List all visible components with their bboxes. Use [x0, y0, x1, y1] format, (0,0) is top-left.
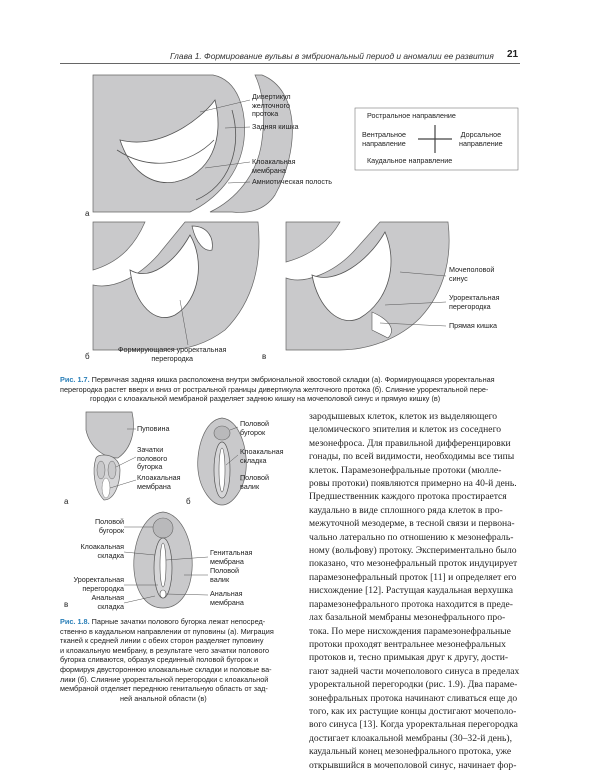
label-cloacal-fold-b: Клоакальная складка [240, 447, 284, 465]
body-line: зародышевых клеток, клеток из выделяющего [309, 411, 498, 422]
body-line: ровы протоки) появляются примерно на 40-й день. [309, 478, 517, 490]
body-line: ному (вольфову) протоку. Экспериментально было [309, 545, 517, 557]
label-diverticulum: Дивертикул желточного протока [252, 92, 291, 118]
body-text-column [309, 410, 521, 772]
body-line: лах базальной мембраны мезонефрального про- [309, 612, 506, 624]
label-urorectal-septum: Уроректальная перегородка [449, 293, 500, 311]
label-genital-tubercle-v: Половой бугорок [94, 517, 124, 535]
body-line: протоков и, тесно примыкая друг к другу, дости- [309, 652, 509, 664]
body-line: уроректальной перегородки (рис. 1.9). Два парамe- [309, 679, 518, 691]
body-line: межуточной мезодерме, в тесной связи и первона- [309, 518, 515, 530]
body-line: того, как их растущие концы достигают мочеполо- [309, 705, 517, 717]
label-hindgut: Задняя кишка [252, 122, 299, 131]
label-cloacal-membrane-a: Клоакальная мембрана [137, 473, 181, 491]
label-genital-membrane: Генитальная мембрана [210, 548, 253, 566]
compass-right-label: Дорсальное направление [459, 130, 503, 148]
body-line: нисхождение [12]. Растущая каудальная верхушка [309, 585, 514, 597]
label-genital-swelling-v: Половой валик [210, 566, 240, 584]
fig-1-8-panel-v-drawing [124, 512, 208, 608]
body-line: достигает клоакальной мембраны (30–32-й день), [309, 732, 512, 744]
fig-1-8-panel-b-drawing [198, 418, 247, 505]
label-cloacal-membrane: Клоакальная мембрана [252, 157, 296, 175]
label-urogenital-sinus: Мочеполовой синус [449, 265, 495, 283]
compass-top-label: Ростральное направление [367, 111, 456, 120]
chapter-title: Глава 1. Формирование вульвы в эмбриональный период и аномалии ее развития [170, 51, 494, 61]
label-rectum: Прямая кишка [449, 321, 498, 330]
body-line: Предшественник каждого протока простирается [309, 491, 507, 503]
figure-1-8-caption: Рис. 1.8. Парные зачатки полового бугорка лежат непосред- ственно в каудальном направлении от пуповины (а). Миграция тканей к средней линии с обеих сторон разделяет пуповину и клоакальную мембрану, в результате чего зачатки полового бугорка сливаются, образуя срединный половой бугорок и формируя двустороннюю клоакальные складки и половые ва- лики (б). Слияние уроректальной перегородки с клоакальной мембраной отделяет переднюю генитальную область от зад- ней анальной области (в) [60, 617, 274, 703]
page-number: 21 [507, 49, 519, 60]
body-line: вого синуса [13]. Когда уроректальная перегородка [309, 719, 518, 731]
body-line: парамезонефральный проток [11] и определяет его [309, 571, 517, 583]
body-line: гонады, по всей видимости, необходимы все типы [309, 451, 515, 463]
label-forming-urorectal-septum: Формирующаяся уроректальная перегородка [118, 345, 227, 363]
body-line: протоки проходят вентральнее мезонефральных [309, 638, 506, 650]
body-line: тока. По мере нисхождения парамезонефральные [309, 625, 511, 637]
body-line: открывшийся в мочеполовой синус, начинает фор- [309, 759, 517, 771]
label-urorectal-septum-v: Уроректальная перегородка [73, 575, 124, 593]
fig-1-8-panel-a-drawing [86, 412, 136, 500]
body-line: каудальный конец мезонефрального протока, уже [309, 746, 512, 758]
caption-label-1-8: Рис. 1.8. [60, 617, 90, 626]
label-umbilical-cord: Пуповина [137, 424, 170, 433]
label-cloacal-fold-v: Клоакальная складка [80, 542, 124, 560]
body-line: каудально в виде сплошного ряда клеток в про- [309, 504, 503, 516]
compass-bottom-label: Каудальное направление [367, 156, 453, 165]
compass-left-label: Вентральное направление [362, 130, 406, 148]
label-amniotic-cavity: Амниотическая полость [252, 177, 333, 186]
body-line: показано, что мезонефральный проток индуцирует [309, 558, 518, 570]
fig-1-7-letter-a: а [85, 209, 90, 218]
body-line: парамезонефрального протока находится в преде- [309, 598, 513, 610]
caption-label-1-7: Рис. 1.7. [60, 375, 90, 384]
fig-1-7-letter-v: в [262, 352, 267, 361]
figure-1-7-caption: Рис. 1.7. Первичная задняя кишка расположена внутри эмбриональной хвостовой складки (а). Формирующаяся уроректальная перегородка растет вверх и вниз от ростральной границы дивертикула желточного протока (б). Слияние уроректальной пере- городки с клоакальной мембраной разделяет заднюю кишку на мочеполовой синус и прямую кишку (в) [60, 375, 495, 404]
label-genital-tubercle-b: Половой бугорок [240, 419, 270, 437]
body-line: чально латерально по отношению к мезонефраль- [309, 531, 514, 543]
label-anal-fold: Анальная складка [91, 593, 124, 611]
body-line: мезонефроса. Для правильной дифференцировки [309, 437, 511, 449]
body-line: целомического эпителия и клеток из соседнего [309, 424, 502, 436]
body-line: клеток. Парамезонефральные протоки (мюлле- [309, 464, 502, 476]
fig-1-7-letter-b: б [85, 352, 90, 361]
fig-1-8-letter-v: в [64, 600, 69, 609]
label-genital-tubercle-primordia: Зачатки полового бугорка [137, 445, 168, 471]
body-line: зонефральных протока начинают сливаться еще до [309, 692, 518, 704]
fig-1-8-letter-b: б [186, 497, 191, 506]
body-line: гают задней части мочеполового синуса в пределах [309, 665, 520, 677]
fig-1-8-letter-a: а [64, 497, 69, 506]
label-genital-swelling-b: Половой валик [240, 473, 270, 491]
label-anal-membrane: Анальная мембрана [210, 589, 244, 607]
